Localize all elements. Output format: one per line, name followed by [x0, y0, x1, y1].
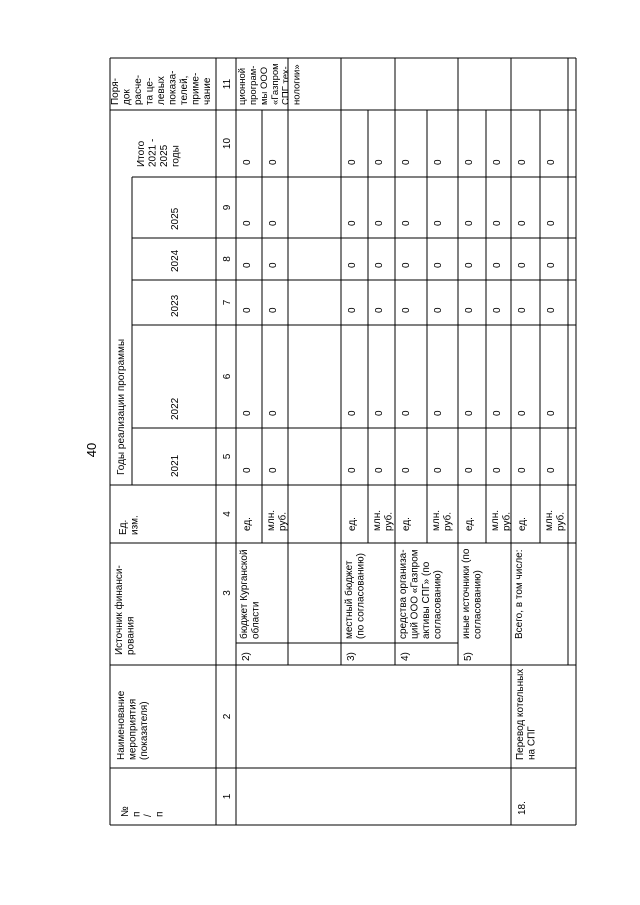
- header-no: №п/п: [120, 806, 166, 817]
- value-cell: 0: [433, 220, 444, 226]
- unit-label: млн.руб.: [544, 509, 567, 531]
- value-cell: 0: [517, 220, 528, 226]
- value-cell: 0: [464, 410, 475, 416]
- value-cell: 0: [433, 467, 444, 473]
- value-cell: 0: [546, 220, 557, 226]
- table-svg: [108, 55, 580, 830]
- value-cell: 0: [546, 467, 557, 473]
- header-name: Наименованиемероприятия(показателя): [116, 690, 150, 760]
- source-label: иные источники (посогласованию): [461, 548, 484, 639]
- value-cell: 0: [433, 410, 444, 416]
- unit-label: млн.руб.: [490, 509, 513, 531]
- value-cell: 0: [492, 220, 503, 226]
- header-year: 2022: [170, 397, 181, 420]
- header-year: 2023: [170, 294, 181, 317]
- column-number: 2: [222, 713, 233, 720]
- unit-label: ед.: [401, 517, 412, 531]
- value-cell: 0: [517, 262, 528, 268]
- column-number: 1: [222, 793, 233, 800]
- unit-label: ед.: [242, 517, 253, 531]
- value-cell: 0: [492, 159, 503, 165]
- value-cell: 0: [401, 262, 412, 268]
- value-cell: 0: [242, 159, 253, 165]
- value-cell: 0: [464, 467, 475, 473]
- value-cell: 0: [268, 307, 279, 313]
- value-cell: 0: [401, 467, 412, 473]
- column-number: 4: [222, 511, 233, 517]
- source-number: 3): [346, 652, 357, 661]
- value-cell: 0: [464, 262, 475, 268]
- value-cell: 0: [347, 410, 358, 416]
- value-cell: 0: [401, 159, 412, 165]
- value-cell: 0: [242, 220, 253, 226]
- header-years-group: Годы реализации программы: [116, 338, 127, 475]
- value-cell: 0: [242, 262, 253, 268]
- source-label: бюджет Курганскойобласти: [239, 549, 262, 639]
- value-cell: 0: [374, 262, 385, 268]
- unit-label: ед.: [347, 517, 358, 531]
- header-source: Источник финанси-рования: [114, 565, 137, 655]
- rotated-table: [108, 55, 580, 830]
- value-cell: 0: [433, 262, 444, 268]
- value-cell: 0: [347, 307, 358, 313]
- value-cell: 0: [517, 159, 528, 165]
- value-cell: 0: [401, 220, 412, 226]
- value-cell: 0: [374, 159, 385, 165]
- column-number: 9: [222, 204, 233, 211]
- source-number: 2): [241, 652, 252, 661]
- value-cell: 0: [433, 159, 444, 165]
- value-cell: 0: [492, 307, 503, 313]
- value-cell: 0: [517, 410, 528, 416]
- value-cell: 0: [268, 220, 279, 226]
- row-name: Перевод котельныхна СПГ: [515, 668, 538, 760]
- column-number: 3: [222, 590, 233, 596]
- source-number: 4): [400, 652, 411, 661]
- value-cell: 0: [517, 307, 528, 313]
- value-cell: 0: [464, 159, 475, 165]
- value-cell: 0: [546, 307, 557, 313]
- unit-label: млн.руб.: [431, 509, 454, 531]
- value-cell: 0: [347, 262, 358, 268]
- value-cell: 0: [347, 467, 358, 473]
- value-cell: 0: [374, 467, 385, 473]
- value-cell: 0: [268, 467, 279, 473]
- column-number: 11: [222, 78, 233, 90]
- column-number: 6: [222, 373, 233, 380]
- header-year: 2021: [170, 454, 181, 477]
- column-number: 8: [222, 256, 233, 262]
- source-label: местный бюджет(по согласованию): [344, 553, 367, 639]
- value-cell: 0: [546, 262, 557, 268]
- unit-label: млн.руб.: [372, 509, 395, 531]
- unit-label: млн.руб.: [266, 509, 289, 531]
- value-cell: 0: [517, 467, 528, 473]
- column-number: 10: [222, 137, 233, 150]
- header-notes: Поря-докрасче-та це-левыхпоказа-телей,приме-чание: [110, 70, 213, 105]
- value-cell: 0: [464, 307, 475, 313]
- value-cell: 0: [401, 307, 412, 313]
- unit-label: ед.: [464, 517, 475, 531]
- page-number: [82, 440, 102, 460]
- value-cell: 0: [268, 410, 279, 416]
- header-total: Итого2021 -2025годы: [136, 138, 182, 167]
- page-number-text: 40: [84, 442, 99, 458]
- header-year: 2024: [170, 249, 181, 272]
- value-cell: 0: [347, 159, 358, 165]
- value-cell: 0: [347, 220, 358, 226]
- row-number: 18.: [517, 801, 528, 815]
- value-cell: 0: [242, 410, 253, 416]
- note-text: ционнойпрограм-мы ООО«ГазпромСПГ тех-нологии»: [237, 63, 303, 105]
- header-year: 2025: [170, 207, 181, 230]
- value-cell: 0: [546, 410, 557, 416]
- source-number: 5): [463, 652, 474, 661]
- value-cell: 0: [401, 410, 412, 416]
- value-cell: 0: [242, 307, 253, 313]
- source-label: Всего, в том числе:: [514, 549, 525, 639]
- header-unit: Ед.изм.: [118, 515, 141, 535]
- value-cell: 0: [374, 307, 385, 313]
- value-cell: 0: [492, 467, 503, 473]
- column-number: 7: [222, 299, 233, 306]
- column-number: 5: [222, 453, 233, 460]
- source-label: средства организа-ций ООО «Газпромактивы СПГ» (посогласованию): [398, 549, 444, 639]
- unit-label: ед.: [517, 517, 528, 531]
- value-cell: 0: [546, 159, 557, 165]
- value-cell: 0: [492, 410, 503, 416]
- value-cell: 0: [242, 467, 253, 473]
- value-cell: 0: [374, 220, 385, 226]
- value-cell: 0: [492, 262, 503, 268]
- value-cell: 0: [464, 220, 475, 226]
- value-cell: 0: [268, 159, 279, 165]
- value-cell: 0: [374, 410, 385, 416]
- value-cell: 0: [268, 262, 279, 268]
- value-cell: 0: [433, 307, 444, 313]
